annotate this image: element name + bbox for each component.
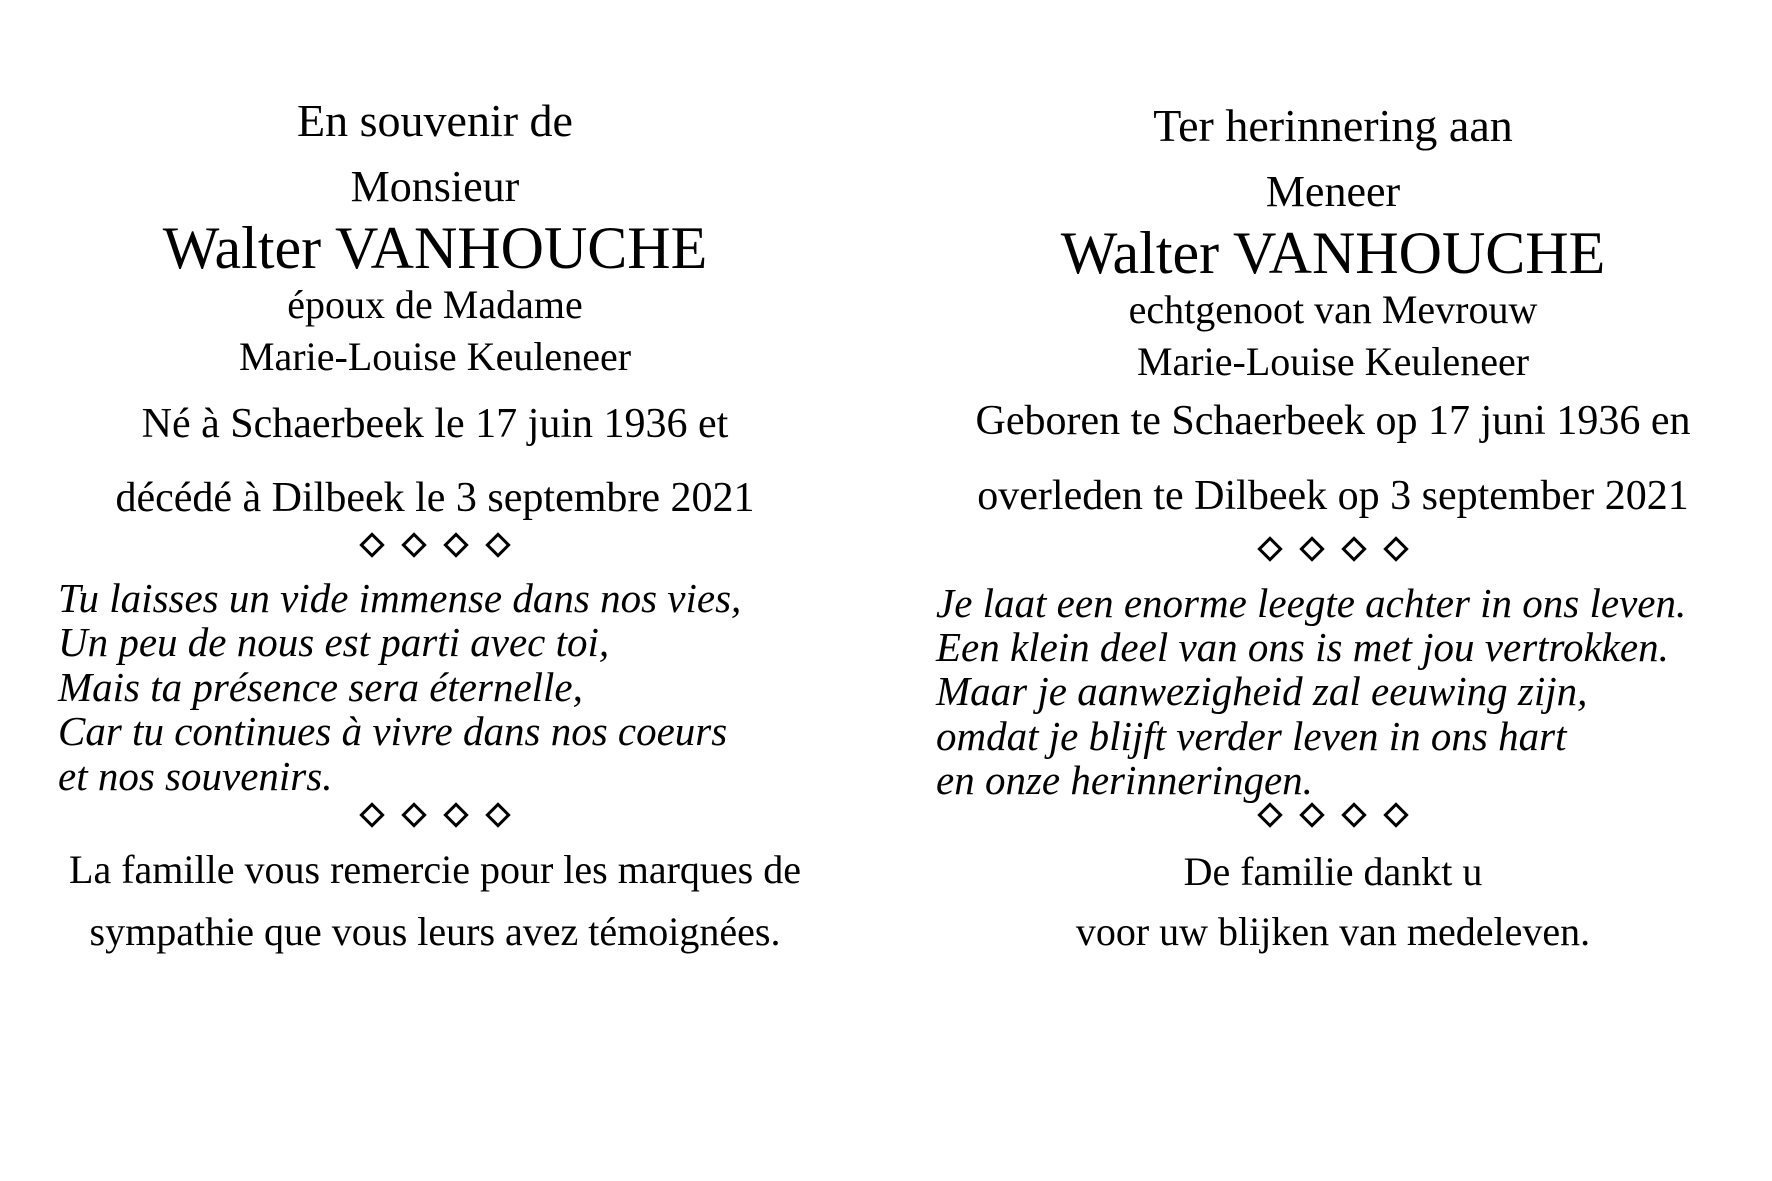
poem-line: omdat je blijft verder leven in ons hart <box>936 713 1567 759</box>
birth-text: Geboren te Schaerbeek op 17 juni 1936 en <box>975 398 1691 444</box>
spouse-name: Marie-Louise Keuleneer <box>1136 339 1530 384</box>
birth-text: Né à Schaerbeek le 17 juin 1936 et <box>141 401 729 447</box>
diamond-icon <box>1299 803 1324 828</box>
poem-line: Un peu de nous est parti avec toi, <box>58 619 610 665</box>
thanks-text: sympathie que vous leurs avez témoignées. <box>89 909 781 954</box>
poem-line: Mais ta présence sera éternelle, <box>58 664 583 710</box>
ornament-divider <box>30 536 840 566</box>
poem-line: Je laat een enorme leegte achter in ons leven. <box>936 580 1687 626</box>
death-text: décédé à Dilbeek le 3 septembre 2021 <box>115 475 755 521</box>
poem-line: Tu laisses un vide immense dans nos vies, <box>58 575 742 621</box>
diamond-icon <box>443 803 468 828</box>
poem-line: Maar je aanwezigheid zal eeuwing zijn, <box>936 668 1588 714</box>
diamond-icon <box>443 533 468 558</box>
diamond-icon <box>1383 803 1408 828</box>
diamond-icon <box>1299 537 1324 562</box>
diamond-icon <box>1341 803 1366 828</box>
diamond-icon <box>1257 803 1282 828</box>
poem-line: et nos souvenirs. <box>58 753 333 799</box>
poem-line: Car tu continues à vivre dans nos coeurs <box>58 708 728 754</box>
spouse-name: Marie-Louise Keuleneer <box>238 334 632 379</box>
title-text: Meneer <box>1265 167 1401 216</box>
thanks-text: La famille vous remercie pour les marques de <box>69 847 801 892</box>
diamond-icon <box>1383 537 1408 562</box>
thanks-text: De familie dankt u <box>1183 849 1483 894</box>
ornament-divider <box>918 540 1748 570</box>
diamond-icon <box>485 533 510 558</box>
diamond-icon <box>485 803 510 828</box>
dutch-column <box>918 0 1748 1181</box>
deceased-name: Walter VANHOUCHE <box>162 215 708 281</box>
diamond-icon <box>359 533 384 558</box>
diamond-icon <box>1257 537 1282 562</box>
ornament-divider <box>918 806 1748 836</box>
poem-line: Een klein deel van ons is met jou vertrokken. <box>936 624 1669 670</box>
spouse-label: echtgenoot van Mevrouw <box>1128 287 1538 332</box>
thanks-text: voor uw blijken van medeleven. <box>1075 909 1591 954</box>
diamond-icon <box>359 803 384 828</box>
ornament-divider <box>30 806 840 836</box>
diamond-icon <box>401 533 426 558</box>
diamond-icon <box>401 803 426 828</box>
intro-text: Ter herinnering aan <box>1153 100 1513 151</box>
french-column <box>30 0 840 1181</box>
death-text: overleden te Dilbeek op 3 september 2021 <box>977 473 1689 519</box>
spouse-label: époux de Madame <box>287 282 583 327</box>
poem-line: en onze herinneringen. <box>936 757 1313 803</box>
deceased-name: Walter VANHOUCHE <box>1060 220 1606 286</box>
diamond-icon <box>1341 537 1366 562</box>
title-text: Monsieur <box>350 162 520 211</box>
intro-text: En souvenir de <box>297 95 573 146</box>
